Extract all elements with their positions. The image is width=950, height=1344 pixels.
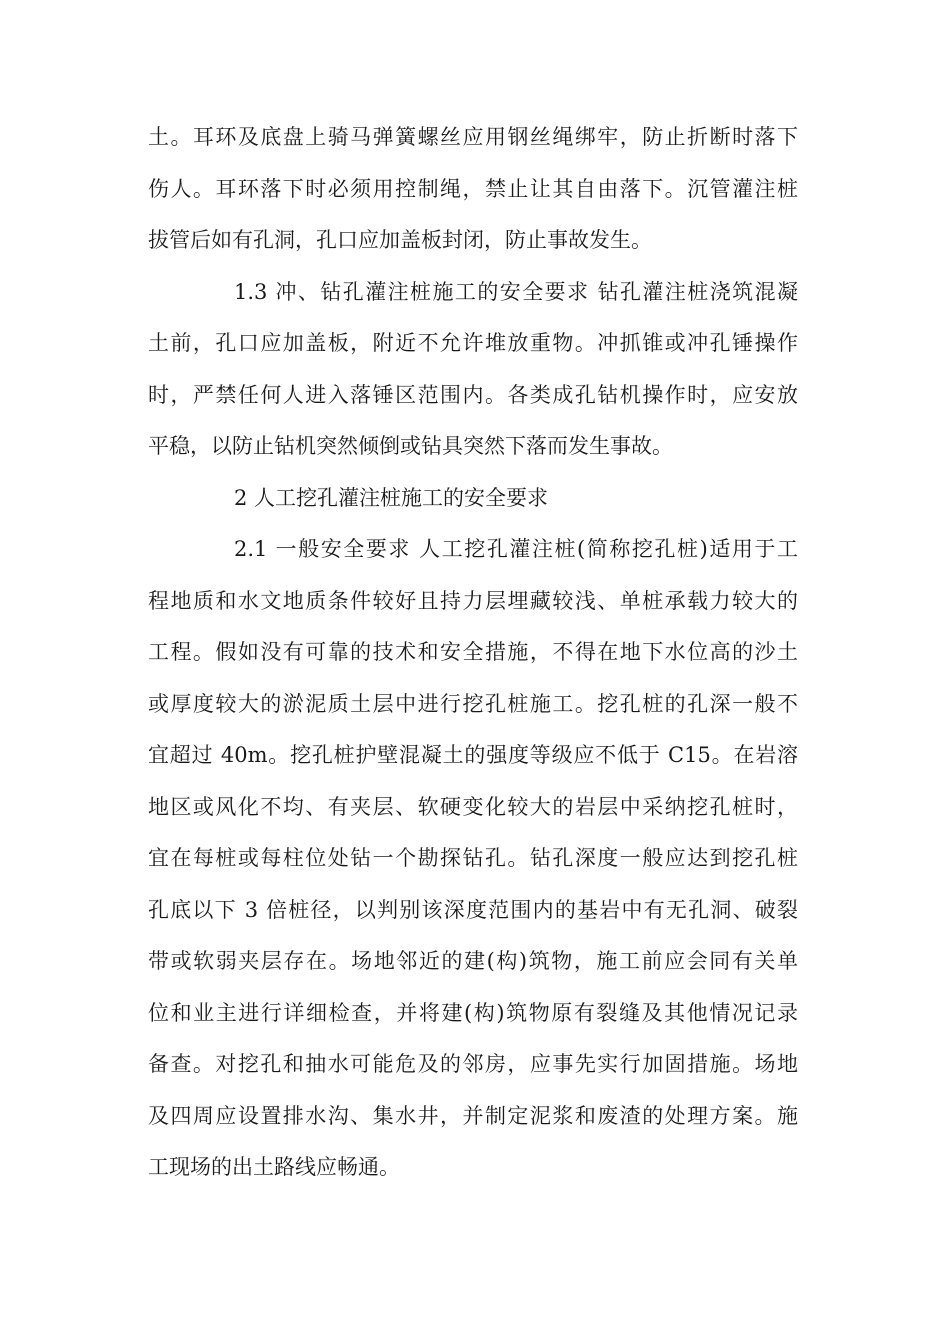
text-line: 带或软弱夹层存在。场地邻近的建(构)筑物，施工前应会同有关单 [148,949,798,973]
text-line: 土。耳环及底盘上骑马弹簧螺丝应用钢丝绳绑牢，防止折断时落下 [148,125,798,149]
text-line: 时，严禁任何人进入落锤区范围内。各类成孔钻机操作时，应安放 [148,382,798,407]
text-line: 孔底以下 3 倍桩径，以判别该深度范围内的基岩中有无孔洞、破裂 [148,897,798,922]
text-line: 备查。对挖孔和抽水可能危及的邻房，应事先实行加固措施。场地 [148,1052,798,1076]
text-line: 地区或风化不均、有夹层、软硬变化较大的岩层中采纳挖孔桩时， [148,794,798,819]
text-line: 2.1 一般安全要求 人工挖孔灌注桩(简称挖孔桩)适用于工 [234,537,798,561]
text-line: 程地质和水文地质条件较好且持力层埋藏较浅、单桩承载力较大的 [148,588,798,613]
text-line: 2 人工挖孔灌注桩施工的安全要求 [234,485,549,510]
document-body [148,112,798,1194]
text-line: 或厚度较大的淤泥质土层中进行挖孔桩施工。挖孔桩的孔深一般不 [148,691,798,716]
text-line: 宜在每桩或每柱位处钻一个勘探钻孔。钻孔深度一般应达到挖孔桩 [148,846,798,870]
text-line: 工程。假如没有可靠的技术和安全措施，不得在地下水位高的沙土 [148,640,798,664]
text-line: 工现场的出土路线应畅通。 [148,1155,400,1179]
text-line: 土前，孔口应加盖板，附近不允许堆放重物。冲抓锥或冲孔锤操作 [148,331,798,355]
text-line: 位和业主进行详细检查，并将建(构)筑物原有裂缝及其他情况记录 [148,1000,798,1025]
text-line: 宜超过 40m。挖孔桩护壁混凝土的强度等级应不低于 C15。在岩溶 [148,743,798,767]
text-line: 平稳，以防止钻机突然倾倒或钻具突然下落而发生事故。 [148,434,673,458]
text-line: 伤人。耳环落下时必须用控制绳，禁止让其自由落下。沉管灌注桩 [148,176,798,201]
text-line: 拔管后如有孔洞，孔口应加盖板封闭，防止事故发生。 [148,228,652,252]
text-line: 及四周应设置排水沟、集水井，并制定泥浆和废渣的处理方案。施 [148,1103,798,1128]
text-line: 1.3 冲、钻孔灌注桩施工的安全要求 钻孔灌注桩浇筑混凝 [234,279,798,304]
